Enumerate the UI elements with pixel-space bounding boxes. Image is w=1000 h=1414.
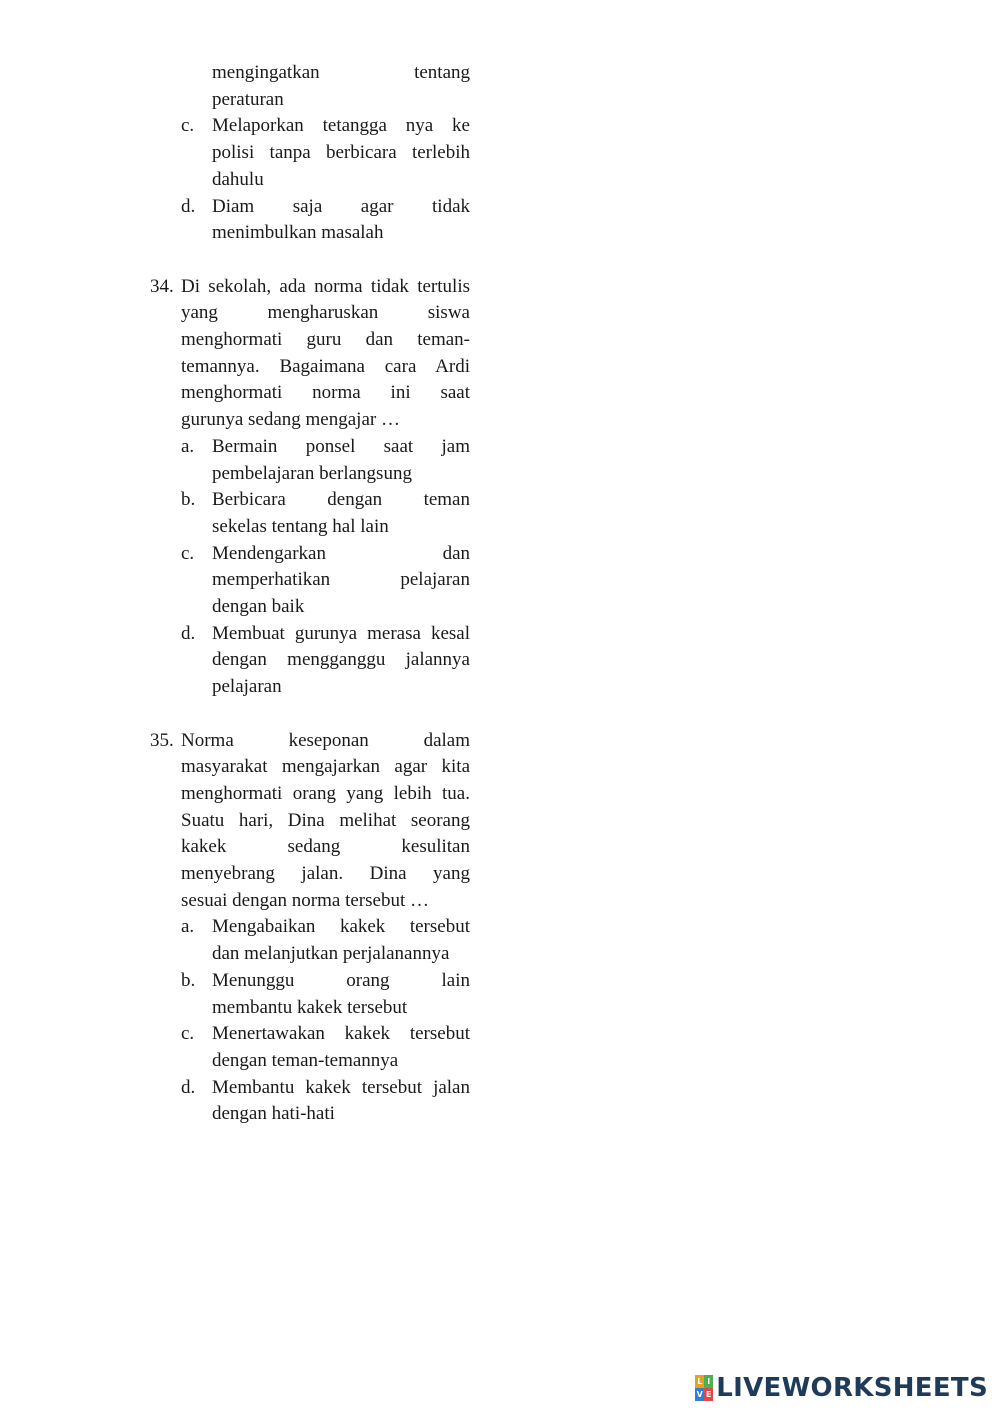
text-line: Berbicara dengan teman <box>212 489 470 511</box>
text-line: Bermain ponsel saat jam <box>212 435 470 457</box>
text-line: gurunya sedang mengajar … <box>181 409 400 431</box>
answer-option <box>148 621 470 701</box>
worksheet-column <box>148 60 470 1128</box>
question-34 <box>148 274 470 701</box>
logo-tile: I <box>704 1375 713 1388</box>
text-line: memperhatikan pelajaran <box>212 569 470 591</box>
text-line: menyebrang jalan. Dina yang <box>181 863 470 885</box>
text-line: Diam saja agar tidak <box>212 195 470 217</box>
question-number: 35. <box>150 729 174 751</box>
text-line: dengan hati-hati <box>212 1103 335 1125</box>
live-logo-icon <box>695 1375 713 1401</box>
question-text <box>181 274 470 434</box>
option-letter: d. <box>181 622 196 644</box>
questions-list <box>148 274 470 1128</box>
text-line: Norma keseponan dalam <box>181 729 470 751</box>
text-line: Membantu kakek tersebut jalan <box>212 1076 470 1098</box>
text-line: sesuai dengan norma tersebut … <box>181 889 429 911</box>
text-line: dengan teman-temannya <box>212 1049 399 1071</box>
text-line: yang mengharuskan siswa <box>181 302 470 324</box>
question-number: 34. <box>150 275 174 297</box>
answer-option <box>148 1075 470 1128</box>
logo-tile: V <box>696 1390 703 1399</box>
logo-tile: E <box>706 1390 712 1399</box>
answer-option <box>148 60 470 113</box>
text-line: Menunggu orang lain <box>212 969 470 991</box>
option-letter: c. <box>181 542 195 564</box>
answer-option <box>148 541 470 621</box>
text-line: mengingatkan tentang <box>212 62 470 83</box>
text-line: membantu kakek tersebut <box>212 996 408 1018</box>
option-letter: c. <box>181 115 195 137</box>
text-line: Mendengarkan dan <box>212 542 470 564</box>
question-text <box>181 728 470 915</box>
answer-option <box>148 487 470 540</box>
text-line: sekelas tentang hal lain <box>212 515 389 537</box>
text-line: Menertawakan kakek tersebut <box>212 1023 470 1045</box>
text-line: Mengabaikan kakek tersebut <box>212 916 470 938</box>
option-letter: b. <box>181 489 196 511</box>
text-line: menghormati norma ini saat <box>181 382 470 404</box>
text-line: pembelajaran berlangsung <box>212 462 412 484</box>
option-letter: b. <box>181 969 196 991</box>
option-letter: d. <box>181 1076 196 1098</box>
text-line: Melaporkan tetangga nya ke <box>212 115 470 137</box>
text-line: Membuat gurunya merasa kesal <box>212 622 470 644</box>
options-list <box>148 434 470 701</box>
option-letter: d. <box>181 195 196 217</box>
answer-option <box>148 914 470 967</box>
continued-options <box>148 60 470 247</box>
text-line: dan melanjutkan perjalanannya <box>212 943 450 965</box>
text-line: dengan baik <box>212 596 305 618</box>
answer-option <box>148 1021 470 1074</box>
text-line: menghormati guru dan teman- <box>181 329 470 351</box>
text-line: polisi tanpa berbicara terlebih <box>212 142 470 164</box>
text-line: menghormati orang yang lebih tua. <box>181 782 470 804</box>
text-line: pelajaran <box>212 676 282 698</box>
text-line: Suatu hari, Dina melihat seorang <box>181 809 470 831</box>
text-line: masyarakat mengajarkan agar kita <box>181 756 470 778</box>
text-line: kakek sedang kesulitan <box>181 836 470 858</box>
text-line: dengan mengganggu jalannya <box>212 649 470 671</box>
logo-tile: L <box>697 1377 703 1386</box>
answer-option <box>148 194 470 247</box>
answer-option <box>148 113 470 193</box>
brand-name: LIVEWORKSHEETS <box>716 1373 988 1403</box>
option-letter: c. <box>181 1023 195 1045</box>
text-line: menimbulkan masalah <box>212 222 384 244</box>
option-letter: a. <box>181 916 195 938</box>
answer-option <box>148 434 470 487</box>
question-35 <box>148 728 470 1129</box>
answer-option <box>148 968 470 1021</box>
text-line: Di sekolah, ada norma tidak tertulis <box>181 275 470 297</box>
liveworksheets-logo <box>695 1370 988 1406</box>
options-list <box>148 914 470 1128</box>
text-line: dahulu <box>212 168 264 190</box>
option-letter: a. <box>181 435 195 457</box>
text-line: temannya. Bagaimana cara Ardi <box>181 355 470 377</box>
text-line: peraturan <box>212 88 284 110</box>
